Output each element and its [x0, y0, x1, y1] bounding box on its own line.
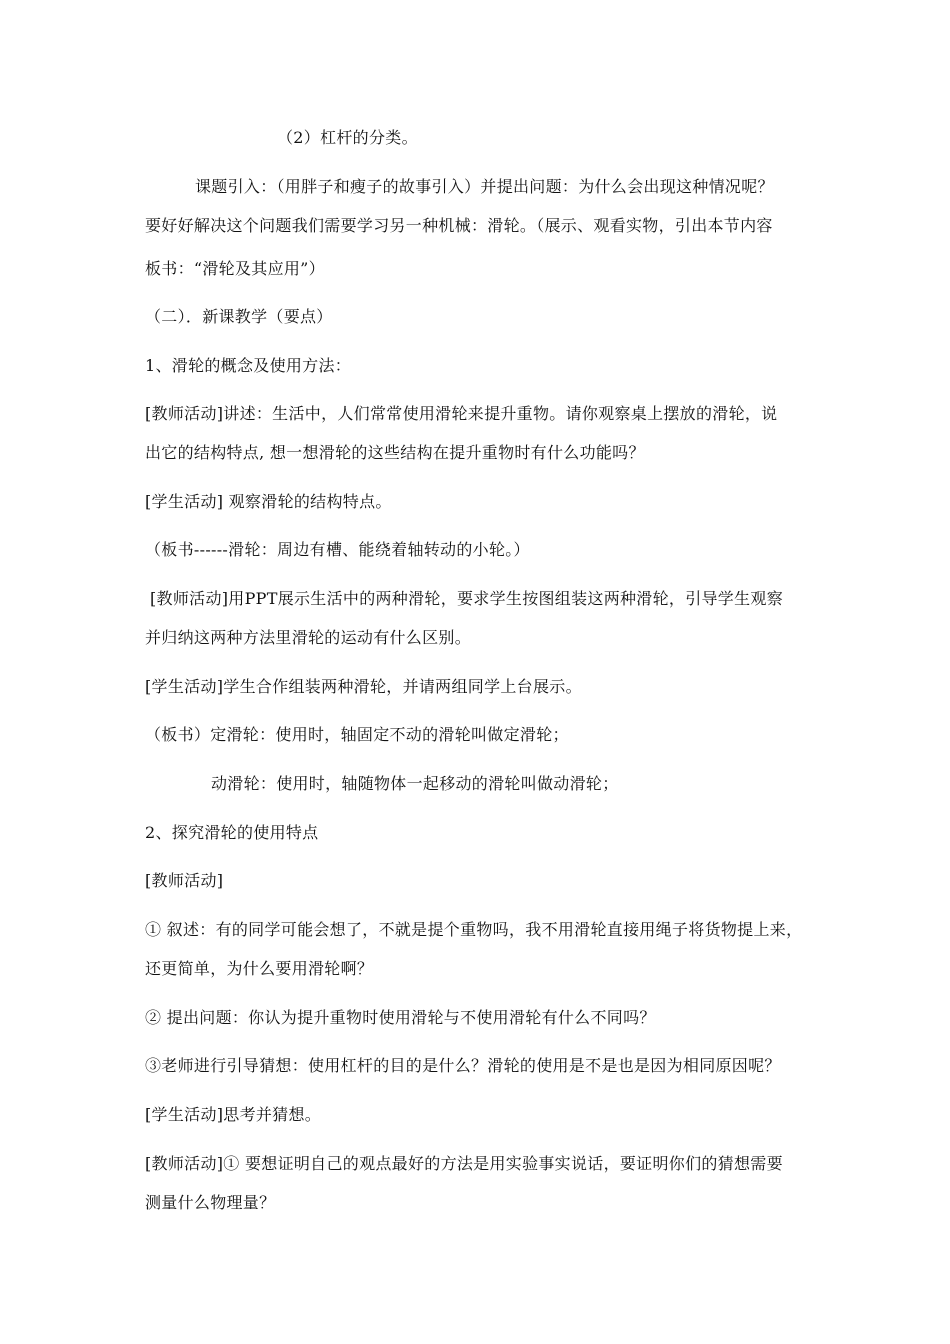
text-line-teacher-activity-2-cont: 并归纳这两种方法里滑轮的运动有什么区别。	[145, 628, 472, 647]
text-line-guided-guess: ③老师进行引导猜想：使用杠杆的目的是什么？滑轮的使用是不是也是因为相同原因呢？	[145, 1056, 781, 1075]
text-line-student-activity-2: [学生活动]学生合作组装两种滑轮，并请两组同学上台展示。	[145, 677, 582, 696]
text-line-student-activity-3: [学生活动]思考并猜想。	[145, 1105, 322, 1124]
text-line-intro-continued: 要好好解决这个问题我们需要学习另一种机械：滑轮。（展示、观看实物，引出本节内容	[145, 216, 773, 235]
text-line-teacher-activity-1: [教师活动]讲述：生活中，人们常常使用滑轮来提升重物。请你观察桌上摆放的滑轮，说	[145, 404, 778, 423]
text-line-teacher-activity-3: [教师活动]① 要想证明自己的观点最好的方法是用实验事实说话，要证明你们的猜想需要	[145, 1154, 783, 1173]
text-line-board-pulley-definition: （板书------滑轮：周边有槽、能绕着轴转动的小轮。）	[145, 540, 530, 559]
text-line-fixed-pulley: （板书）定滑轮：使用时，轴固定不动的滑轮叫做定滑轮；	[145, 725, 569, 744]
section-heading-pulley-features: 2、探究滑轮的使用特点	[145, 823, 319, 842]
section-heading-pulley-concept: 1、滑轮的概念及使用方法：	[145, 356, 352, 375]
text-line-student-activity-1: [学生活动] 观察滑轮的结构特点。	[145, 492, 392, 511]
section-heading-new-lesson: （二）．新课教学（要点）	[145, 307, 333, 326]
text-line-question: ② 提出问题：你认为提升重物时使用滑轮与不使用滑轮有什么不同吗？	[145, 1008, 656, 1027]
text-line-classification: （2）杠杆的分类。	[277, 128, 418, 147]
text-line-movable-pulley: 动滑轮：使用时，轴随物体一起移动的滑轮叫做动滑轮；	[211, 774, 619, 793]
text-line-narration-cont: 还更简单，为什么要用滑轮啊？	[145, 959, 374, 978]
text-line-teacher-activity-2: [教师活动]用PPT展示生活中的两种滑轮，要求学生按图组装这两种滑轮，引导学生观察	[150, 589, 783, 608]
text-line-board-title: 板书：“滑轮及其应用”）	[145, 259, 325, 278]
text-line-teacher-activity-3-cont: 测量什么物理量？	[145, 1193, 276, 1212]
text-line-narration: ① 叙述：有的同学可能会想了，不就是提个重物吗，我不用滑轮直接用绳子将货物提上来，	[145, 920, 803, 939]
text-line-teacher-activity-1-cont: 出它的结构特点, 想一想滑轮的这些结构在提升重物时有什么功能吗？	[145, 443, 645, 462]
text-line-lesson-intro: 课题引入：（用胖子和瘦子的故事引入）并提出问题：为什么会出现这种情况呢？	[195, 177, 774, 196]
text-line-teacher-activity-label: [教师活动]	[145, 871, 224, 890]
